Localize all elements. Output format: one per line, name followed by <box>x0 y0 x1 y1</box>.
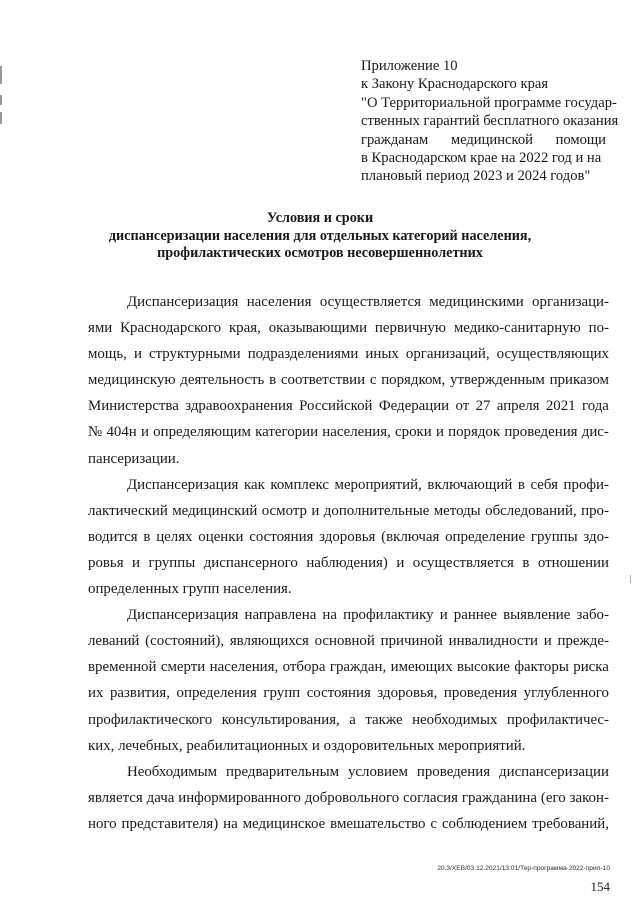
body-text <box>88 289 609 837</box>
title-line: диспансеризации населения для отдельных категорий населения, <box>108 227 532 244</box>
paragraph <box>88 289 609 472</box>
text-line: ких, лечебных, реабилитационных и оздоровительных мероприятий. <box>88 737 526 754</box>
appendix-word: помощи <box>555 131 606 148</box>
document-code: 20.3/XEB/03.12.2021/13:01/Тер-программа-2022-прил-10 <box>437 865 610 872</box>
text-line: является дача информированного добровольного согласия гражданина (его закон- <box>88 789 609 806</box>
text-line: определенных групп населения. <box>88 581 292 598</box>
text-line: мощь, и структурными подразделениями иных организаций, осуществляющих <box>88 346 609 363</box>
paragraph <box>88 472 609 602</box>
appendix-line: к Закону Краснодарского края <box>361 76 549 93</box>
title-line: профилактических осмотров несовершеннолетних <box>157 245 483 261</box>
text-line: их развития, определения групп состояния здоровья, проведения углубленного <box>88 685 609 702</box>
page-number: 154 <box>590 879 610 894</box>
text-line: временной смерти населения, отбора граждан, имеющих высокие факторы риска <box>88 659 609 676</box>
appendix-line: в Краснодарском крае на 2022 год и на <box>361 150 602 167</box>
text-line: Министерства здравоохранения Российской Федерации от 27 апреля 2021 года <box>88 398 609 415</box>
title-line: Условия и сроки <box>266 210 374 226</box>
scan-mark <box>0 66 2 84</box>
text-line: Необходимым предварительным условием проведения диспансеризации <box>127 763 609 780</box>
scan-mark <box>630 575 631 583</box>
paragraph <box>88 759 609 837</box>
text-line: № 404н и определяющим категории населения, сроки и порядок проведения дис- <box>88 424 609 441</box>
text-line: ями Краснодарского края, оказывающими первичную медико-санитарную по- <box>88 320 609 337</box>
text-line: леваний (состояний), являющихся основной причиной инвалидности и прежде- <box>88 633 609 650</box>
text-line: профилактического консультирования, а также необходимых профилактичес- <box>88 711 609 728</box>
document-title <box>60 210 580 263</box>
text-line: пансеризации. <box>88 450 180 467</box>
appendix-line <box>361 131 606 149</box>
text-line: лактический медицинский осмотр и дополнительные методы обследований, про- <box>88 502 609 519</box>
text-line: ного представителя) на медицинское вмешательство с соблюдением требований, <box>88 815 609 832</box>
text-line: ровья и группы диспансерного наблюдения) и осуществляется в отношении <box>88 554 609 571</box>
scan-mark <box>0 112 2 124</box>
text-line: Диспансеризация населения осуществляется медицинскими организаци- <box>127 294 609 310</box>
paragraph <box>88 602 609 759</box>
appendix-word: медицинской <box>450 131 533 148</box>
appendix-line: плановый период 2023 и 2024 годов" <box>361 168 591 185</box>
scan-mark <box>0 95 2 105</box>
appendix-line: Приложение 10 <box>361 58 458 74</box>
appendix-word: гражданам <box>361 131 429 148</box>
appendix-line: "О Территориальной программе государ- <box>361 94 617 111</box>
text-line: водится в целях оценки состояния здоровья (включая определение группы здо- <box>88 528 609 545</box>
text-line: Диспансеризация как комплекс мероприятий, включающий в себя профи- <box>127 476 609 493</box>
appendix-line: ственных гарантий бесплатного оказания <box>361 113 619 130</box>
text-line: Диспансеризация направлена на профилактику и раннее выявление забо- <box>127 607 609 624</box>
text-line: медицинскую деятельность в соответствии с порядком, утвержденным приказом <box>88 372 609 389</box>
appendix-header <box>361 57 619 186</box>
